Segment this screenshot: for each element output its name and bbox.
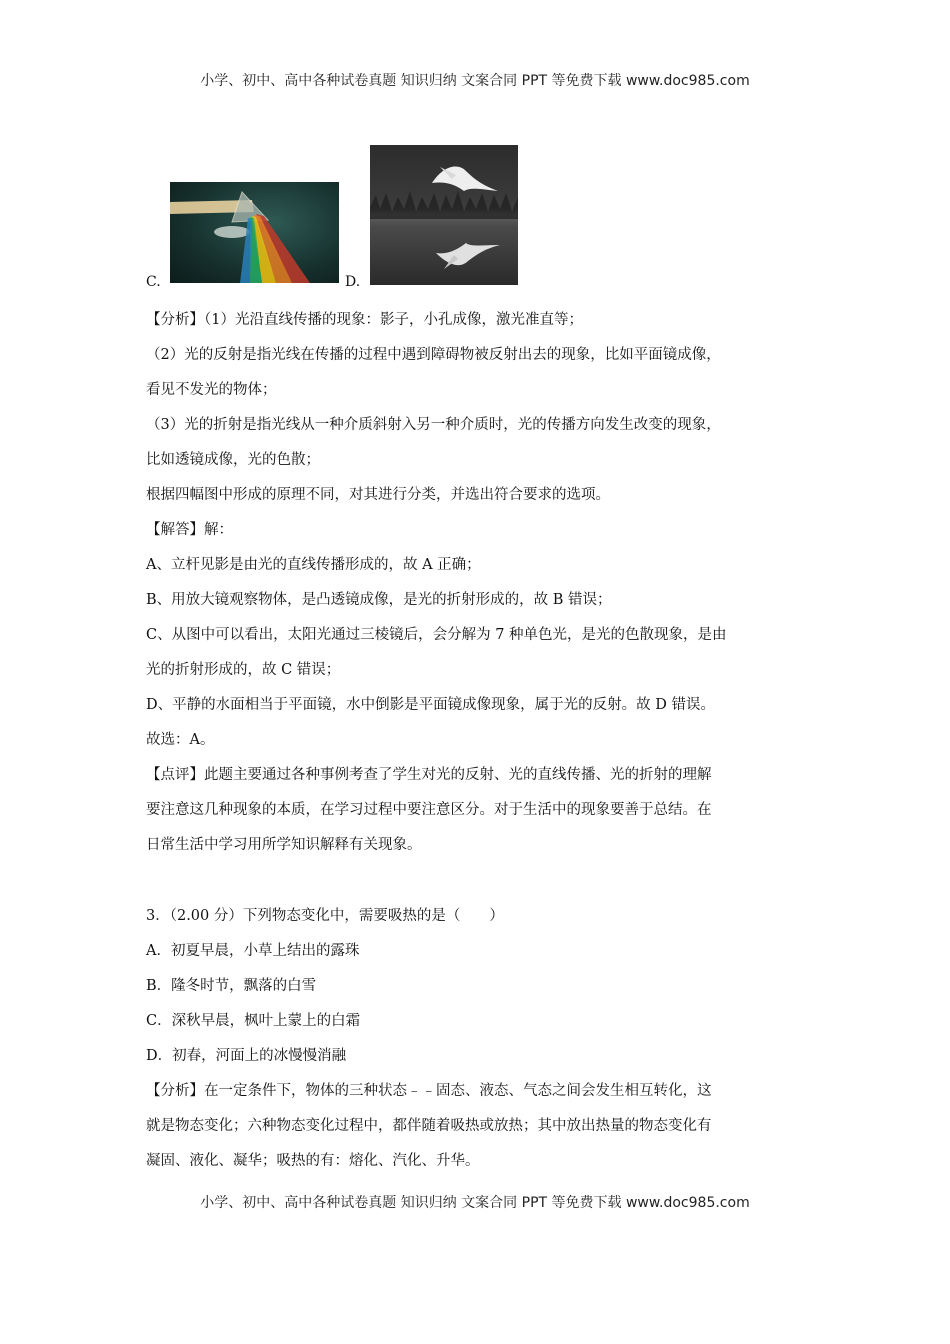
analysis-q2-line2: （2）光的反射是指光线在传播的过程中遇到障碍物被反射出去的现象，比如平面镜成像， [146,347,721,363]
question3-option-d: D．初春，河面上的冰慢慢消融 [146,1048,347,1064]
analysis-q2-line3: 看见不发光的物体； [146,382,277,398]
question3-option-c: C．深秋早晨，枫叶上蒙上的白霜 [146,1013,361,1029]
page-header: 小学、初中、高中各种试卷真题 知识归纳 文案合同 PPT 等免费下载 www.doc985.com [200,73,750,89]
answer-q2-title: 【解答】解： [146,522,233,538]
page-content [146,303,816,1179]
comment-q2-line3: 日常生活中学习用所学知识解释有关现象。 [146,837,422,853]
comment-q2-line1: 【点评】此题主要通过各种事例考查了学生对光的反射、光的直线传播、光的折射的理解 [146,767,712,783]
bird-water-reflection-photo [370,145,518,285]
answer-q2-c1: C、从图中可以看出，太阳光通过三棱镜后，会分解为 7 种单色光，是光的色散现象，是由 [146,627,727,643]
answer-q2-a: A、立杆见影是由光的直线传播形成的，故 A 正确； [146,557,481,573]
answer-q2-d: D、平静的水面相当于平面镜，水中倒影是平面镜成像现象，属于光的反射。故 D 错误。 [146,697,715,713]
question3-analysis-line2: 就是物态变化；六种物态变化过程中，都伴随着吸热或放热；其中放出热量的物态变化有 [146,1118,712,1134]
question3-stem: 3．（2.00 分）下列物态变化中，需要吸热的是（ ） [146,908,504,924]
comment-q2-line2: 要注意这几种现象的本质，在学习过程中要注意区分。对于生活中的现象要善于总结。在 [146,802,712,818]
answer-q2-choice: 故选：A。 [146,732,215,748]
analysis-q2-line6: 根据四幅图中形成的原理不同，对其进行分类，并选出符合要求的选项。 [146,487,610,503]
question3-analysis-line3: 凝固、液化、凝华；吸热的有：熔化、汽化、升华。 [146,1153,480,1169]
section-gap [146,863,816,899]
question3-option-a: A．初夏早晨，小草上结出的露珠 [146,943,360,959]
analysis-q2-line4: （3）光的折射是指光线从一种介质斜射入另一种介质时，光的传播方向发生改变的现象， [146,417,721,433]
option-d-label: D. [345,274,361,290]
answer-q2-c2: 光的折射形成的，故 C 错误； [146,662,341,678]
page-footer: 小学、初中、高中各种试卷真题 知识归纳 文案合同 PPT 等免费下载 www.doc985.com [200,1195,750,1211]
answer-q2-b: B、用放大镜观察物体，是凸透镜成像，是光的折射形成的，故 B 错误； [146,592,612,608]
option-c-label: C. [146,274,161,290]
analysis-q2-line1: 【分析】（1）光沿直线传播的现象：影子，小孔成像，激光准直等； [146,312,583,328]
question3-analysis-line1: 【分析】在一定条件下，物体的三种状态﹣﹣固态、液态、气态之间会发生相互转化，这 [146,1083,712,1099]
analysis-q2-line5: 比如透镜成像，光的色散； [146,452,320,468]
prism-dispersion-photo [170,182,339,283]
question3-option-b: B．隆冬时节，飘落的白雪 [146,978,317,994]
